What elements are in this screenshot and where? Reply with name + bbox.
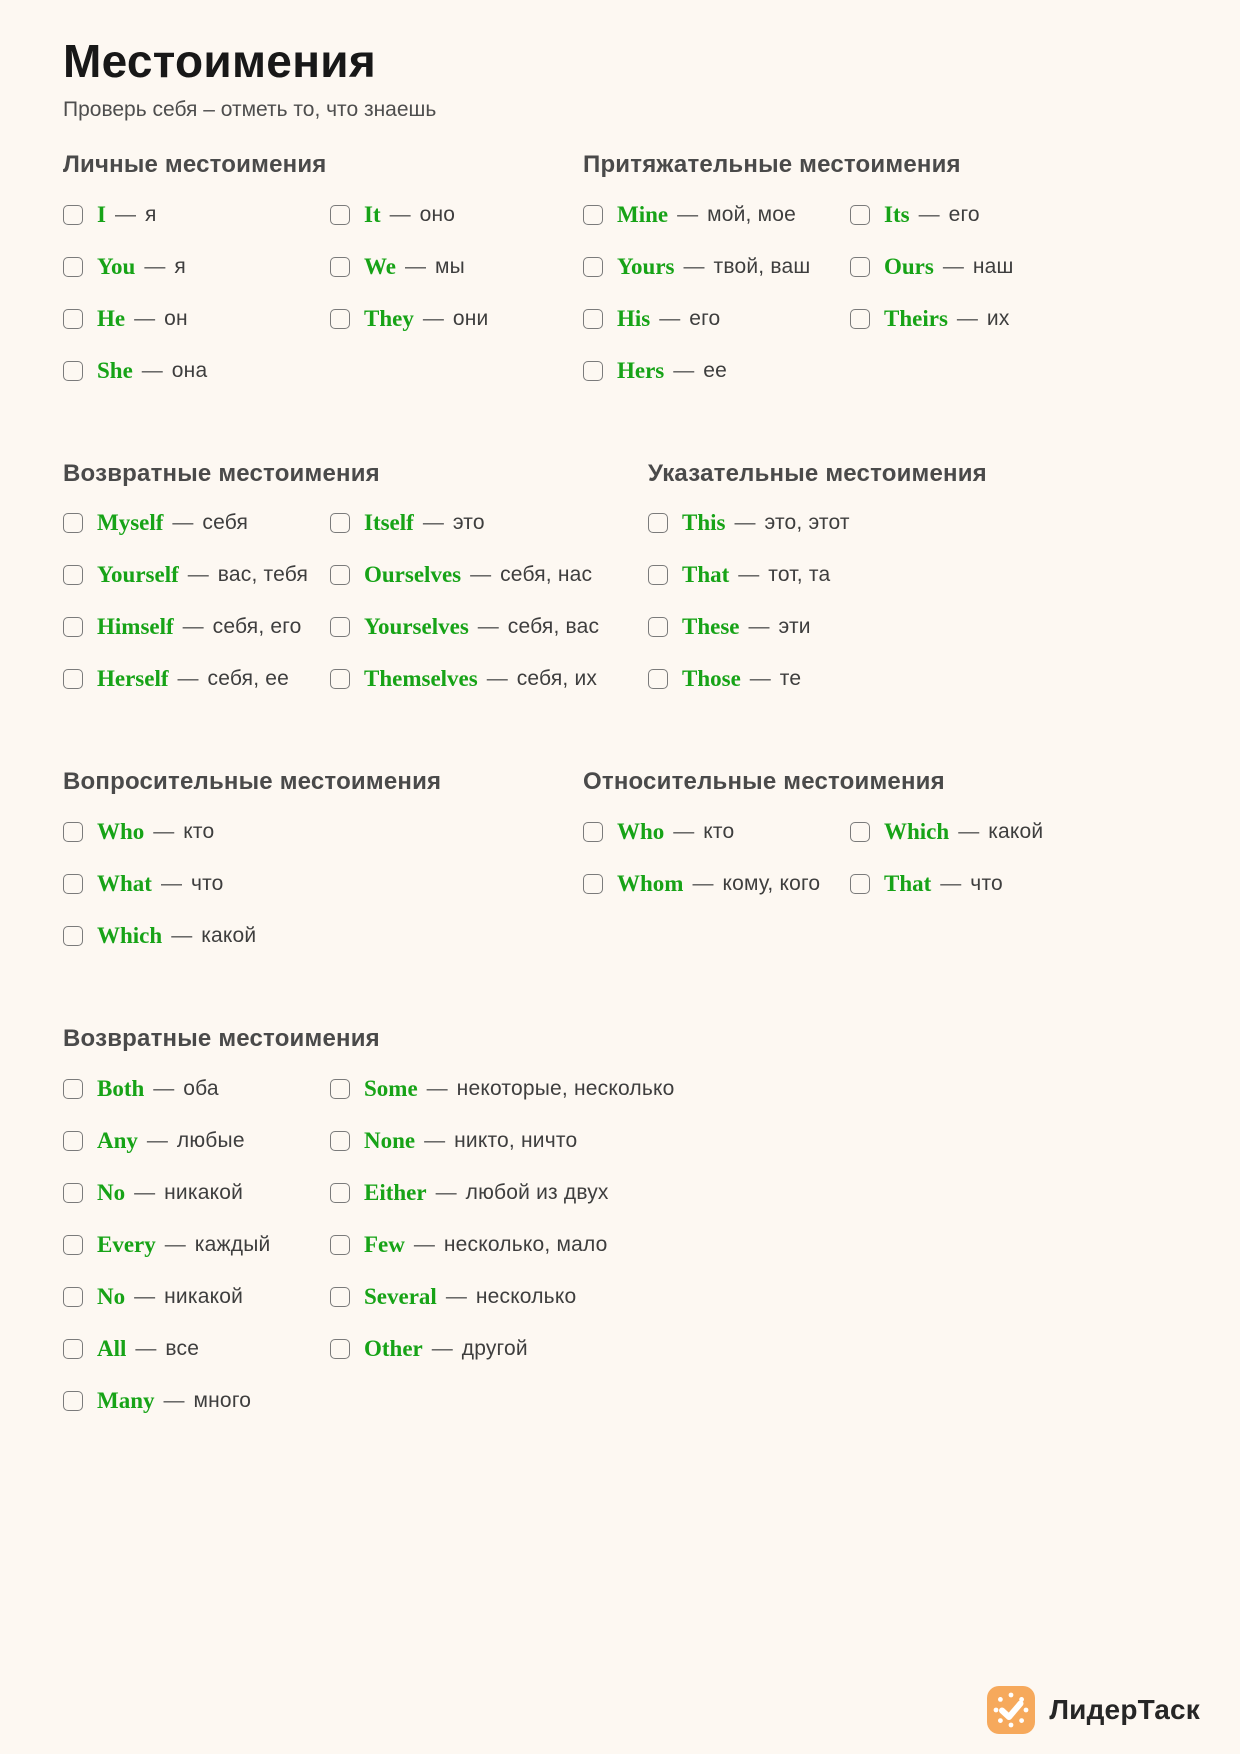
- pronoun-en: You: [97, 253, 136, 279]
- checkbox[interactable]: [63, 257, 83, 277]
- pronoun-ru: все: [165, 1337, 200, 1361]
- checkbox[interactable]: [850, 257, 870, 277]
- section-heading: Вопросительные местоимения: [63, 768, 442, 796]
- pronoun-item: [648, 666, 850, 718]
- checkbox[interactable]: [63, 1131, 83, 1151]
- pronoun-column: [648, 510, 850, 718]
- pronoun-ru: другой: [461, 1337, 528, 1361]
- checkbox[interactable]: [648, 513, 668, 533]
- checkbox[interactable]: [330, 1339, 350, 1359]
- dash-separator: —: [422, 511, 444, 535]
- section-heading: Относительные местоимения: [583, 768, 945, 796]
- checkbox[interactable]: [330, 669, 350, 689]
- pronoun-en: Ourselves: [364, 562, 462, 588]
- pronoun-ru: оба: [183, 1077, 219, 1101]
- pronoun-item: [63, 1128, 330, 1180]
- section-relative-pronouns: [583, 768, 1177, 975]
- pronoun-item: [63, 1336, 330, 1388]
- pronoun-ru: вас, тебя: [217, 563, 309, 587]
- pronoun-item: [330, 1232, 675, 1284]
- pronoun-item: [850, 871, 1043, 923]
- dash-separator: —: [404, 254, 426, 278]
- pronoun-en: Herself: [97, 666, 169, 692]
- pronoun-ru: это: [452, 511, 485, 535]
- pronoun-en: That: [682, 562, 730, 588]
- dash-separator: —: [187, 563, 209, 587]
- pronoun-item: [63, 510, 330, 562]
- dash-separator: —: [171, 924, 193, 948]
- pronoun-ru: эти: [778, 615, 811, 639]
- pronoun-en: Both: [97, 1076, 145, 1102]
- pronoun-en: Yours: [617, 253, 675, 279]
- dash-separator: —: [114, 202, 136, 226]
- pronoun-en: Which: [884, 819, 950, 845]
- pronoun-item: [850, 202, 1014, 254]
- pronoun-ru: я: [144, 202, 157, 226]
- pronoun-ru: никакой: [164, 1285, 244, 1309]
- checkbox[interactable]: [63, 565, 83, 585]
- pronoun-en: Myself: [97, 510, 164, 536]
- pronoun-en: Itself: [364, 510, 414, 536]
- dash-separator: —: [734, 511, 756, 535]
- pronoun-ru: я: [174, 254, 186, 278]
- page-subtitle: Проверь себя – отметь то, что знаешь: [63, 97, 437, 121]
- checkbox[interactable]: [330, 205, 350, 225]
- dash-separator: —: [956, 306, 978, 330]
- pronoun-en: It: [364, 201, 381, 227]
- checkbox[interactable]: [330, 513, 350, 533]
- pronoun-ru: они: [452, 306, 489, 330]
- pronoun-en: She: [97, 357, 133, 383]
- pronoun-item: [63, 666, 330, 718]
- pronoun-en: Mine: [617, 201, 669, 227]
- pronoun-en: Hers: [617, 357, 665, 383]
- pronoun-ru: некоторые, несколько: [456, 1077, 675, 1101]
- pronoun-en: Yourself: [97, 562, 179, 588]
- pronoun-item: [63, 1388, 330, 1440]
- dash-separator: —: [424, 1129, 446, 1153]
- checkbox[interactable]: [63, 617, 83, 637]
- checkbox[interactable]: [330, 1079, 350, 1099]
- checkbox[interactable]: [648, 565, 668, 585]
- pronoun-ru: себя, ее: [207, 667, 290, 691]
- section-reflexive-pronouns: [63, 460, 648, 719]
- pronoun-en: Several: [364, 1284, 437, 1310]
- pronoun-en: Himself: [97, 614, 174, 640]
- checkbox[interactable]: [63, 1287, 83, 1307]
- pronoun-item: [330, 1336, 675, 1388]
- pronoun-column: [583, 202, 850, 410]
- pronoun-ru: это, этот: [764, 511, 850, 535]
- pronoun-column: [63, 819, 256, 975]
- dash-separator: —: [413, 1233, 435, 1257]
- section-heading: Личные местоимения: [63, 150, 327, 178]
- dash-separator: —: [659, 306, 681, 330]
- pronoun-ru: каждый: [194, 1233, 271, 1257]
- pronoun-item: [63, 871, 256, 923]
- checkbox[interactable]: [330, 309, 350, 329]
- dash-separator: —: [134, 1285, 156, 1309]
- section-heading: Притяжательные местоимения: [583, 150, 961, 178]
- pronoun-ru: какой: [988, 820, 1044, 844]
- pronoun-item: [63, 1232, 330, 1284]
- pronoun-en: No: [97, 1180, 126, 1206]
- pronoun-ru: его: [689, 306, 721, 330]
- pronoun-column: [330, 510, 599, 718]
- pronoun-ru: он: [164, 306, 188, 330]
- pronoun-ru: его: [948, 202, 980, 226]
- dash-separator: —: [160, 872, 182, 896]
- pronoun-ru: несколько, мало: [443, 1233, 608, 1257]
- checkbox[interactable]: [63, 1079, 83, 1099]
- pronoun-en: Many: [97, 1388, 155, 1414]
- pronoun-ru: никто, ничто: [454, 1129, 578, 1153]
- checkbox[interactable]: [583, 257, 603, 277]
- dash-separator: —: [738, 563, 760, 587]
- checkbox[interactable]: [330, 565, 350, 585]
- dash-separator: —: [940, 872, 962, 896]
- checkbox[interactable]: [583, 361, 603, 381]
- dash-separator: —: [426, 1077, 448, 1101]
- pronoun-ru: их: [986, 306, 1010, 330]
- pronoun-item: [63, 923, 256, 975]
- pronoun-ru: себя, нас: [500, 563, 593, 587]
- section-personal-pronouns: [63, 151, 583, 410]
- checkbox[interactable]: [648, 669, 668, 689]
- pronoun-item: [648, 510, 850, 562]
- pronoun-column: [63, 202, 330, 410]
- pronoun-en: I: [97, 201, 106, 227]
- pronoun-en: His: [617, 305, 651, 331]
- section-heading: Возвратные местоимения: [63, 459, 380, 487]
- pronoun-item: [63, 306, 330, 358]
- pronoun-en: No: [97, 1284, 126, 1310]
- checkbox[interactable]: [63, 1339, 83, 1359]
- dash-separator: —: [683, 254, 705, 278]
- pronoun-en: All: [97, 1336, 127, 1362]
- pronoun-ru: твой, ваш: [713, 254, 811, 278]
- pronoun-ru: она: [171, 358, 208, 382]
- pronoun-ru: себя, его: [212, 615, 302, 639]
- pronoun-ru: себя: [202, 511, 249, 535]
- pronoun-ru: кто: [703, 820, 735, 844]
- checkbox[interactable]: [583, 822, 603, 842]
- pronoun-ru: кто: [183, 820, 215, 844]
- pronoun-en: What: [97, 871, 152, 897]
- pronoun-item: [63, 202, 330, 254]
- brand-name: ЛидерТаск: [1049, 1694, 1200, 1725]
- pronoun-item: [63, 358, 330, 410]
- pronoun-en: This: [682, 510, 726, 536]
- pronoun-en: These: [682, 614, 740, 640]
- dash-separator: —: [144, 254, 166, 278]
- pronoun-ru: себя, их: [516, 667, 598, 691]
- pronoun-en: Few: [364, 1232, 405, 1258]
- checkbox[interactable]: [583, 874, 603, 894]
- dash-separator: —: [942, 254, 964, 278]
- pronoun-item: [850, 819, 1043, 871]
- checkbox[interactable]: [63, 1391, 83, 1411]
- pronoun-item: [330, 666, 599, 718]
- pronoun-ru: наш: [972, 254, 1014, 278]
- pronoun-ru: несколько: [475, 1285, 577, 1309]
- checkbox[interactable]: [63, 309, 83, 329]
- pronoun-item: [583, 871, 850, 923]
- pronoun-en: Theirs: [884, 305, 948, 331]
- band-reflexive-demonstrative: [63, 460, 1177, 719]
- checkbox[interactable]: [63, 669, 83, 689]
- dash-separator: —: [445, 1285, 467, 1309]
- pronoun-ru: кому, кого: [722, 872, 821, 896]
- pronoun-column: [850, 819, 1043, 923]
- pronoun-item: [583, 358, 850, 410]
- pronoun-en: Either: [364, 1180, 427, 1206]
- pronoun-en: Any: [97, 1128, 138, 1154]
- pronoun-ru: мы: [434, 254, 465, 278]
- checkmark-clock-icon: [987, 1686, 1035, 1734]
- pronoun-item: [583, 202, 850, 254]
- dash-separator: —: [153, 820, 175, 844]
- dash-separator: —: [146, 1129, 168, 1153]
- pronoun-item: [330, 614, 599, 666]
- dash-separator: —: [477, 615, 499, 639]
- dash-separator: —: [748, 615, 770, 639]
- dash-separator: —: [470, 563, 492, 587]
- checkbox[interactable]: [648, 617, 668, 637]
- dash-separator: —: [163, 1389, 185, 1413]
- pronoun-en: We: [364, 253, 396, 279]
- pronoun-ru: те: [779, 667, 802, 691]
- pronoun-en: None: [364, 1128, 416, 1154]
- pronoun-item: [63, 1180, 330, 1232]
- pronoun-ru: оно: [419, 202, 456, 226]
- checkbox[interactable]: [330, 1183, 350, 1203]
- pronoun-en: Its: [884, 201, 910, 227]
- pronoun-column: [330, 1076, 675, 1440]
- pronoun-column: [583, 819, 850, 923]
- checkbox[interactable]: [850, 874, 870, 894]
- pronoun-item: [850, 306, 1014, 358]
- pronoun-ru: тот, та: [768, 563, 831, 587]
- pronoun-column: [63, 510, 330, 718]
- dash-separator: —: [134, 1181, 156, 1205]
- pronoun-item: [330, 1180, 675, 1232]
- checkbox[interactable]: [63, 822, 83, 842]
- checkbox[interactable]: [330, 257, 350, 277]
- dash-separator: —: [435, 1181, 457, 1205]
- checkbox[interactable]: [330, 617, 350, 637]
- dash-separator: —: [918, 202, 940, 226]
- checkbox[interactable]: [850, 205, 870, 225]
- pronoun-en: Whom: [617, 871, 684, 897]
- pronoun-en: Who: [617, 819, 665, 845]
- pronoun-item: [63, 1076, 330, 1128]
- pronoun-ru: любые: [176, 1129, 245, 1153]
- pronoun-ru: что: [190, 872, 224, 896]
- pronoun-item: [850, 254, 1014, 306]
- checkbox[interactable]: [850, 309, 870, 329]
- checkbox[interactable]: [330, 1131, 350, 1151]
- checkbox[interactable]: [63, 1183, 83, 1203]
- checkbox[interactable]: [330, 1235, 350, 1255]
- section-heading: Указательные местоимения: [648, 459, 987, 487]
- pronoun-en: Yourselves: [364, 614, 469, 640]
- checkbox[interactable]: [63, 513, 83, 533]
- pronoun-item: [648, 614, 850, 666]
- pronoun-column: [850, 202, 1014, 410]
- pronoun-item: [583, 254, 850, 306]
- section-indefinite-pronouns: [63, 1025, 1177, 1440]
- pronoun-column: [63, 1076, 330, 1440]
- section-demonstrative-pronouns: [648, 460, 1177, 719]
- dash-separator: —: [182, 615, 204, 639]
- pronoun-item: [63, 1284, 330, 1336]
- pronoun-item: [583, 819, 850, 871]
- band-indefinite: [63, 1025, 1177, 1440]
- dash-separator: —: [153, 1077, 175, 1101]
- pronoun-en: Other: [364, 1336, 423, 1362]
- pronoun-ru: никакой: [164, 1181, 244, 1205]
- pronoun-en: Who: [97, 819, 145, 845]
- dash-separator: —: [431, 1337, 453, 1361]
- dash-separator: —: [134, 306, 156, 330]
- pronoun-item: [330, 510, 599, 562]
- dash-separator: —: [958, 820, 980, 844]
- checkbox[interactable]: [583, 205, 603, 225]
- pronoun-item: [63, 614, 330, 666]
- pronoun-en: They: [364, 305, 414, 331]
- checkbox[interactable]: [850, 822, 870, 842]
- section-possessive-pronouns: [583, 151, 1177, 410]
- pronoun-en: He: [97, 305, 126, 331]
- pronoun-item: [63, 254, 330, 306]
- pronoun-en: Every: [97, 1232, 156, 1258]
- pronoun-en: Some: [364, 1076, 418, 1102]
- pronoun-en: Which: [97, 923, 163, 949]
- pronoun-item: [330, 1128, 675, 1180]
- dash-separator: —: [677, 202, 699, 226]
- dash-separator: —: [749, 667, 771, 691]
- lidertask-logo: [987, 1686, 1200, 1734]
- dash-separator: —: [673, 820, 695, 844]
- pronoun-item: [583, 306, 850, 358]
- checkbox[interactable]: [330, 1287, 350, 1307]
- page-title: Местоимения: [63, 35, 376, 87]
- checkbox[interactable]: [583, 309, 603, 329]
- checkbox[interactable]: [63, 874, 83, 894]
- section-interrogative-pronouns: [63, 768, 583, 975]
- dash-separator: —: [141, 358, 163, 382]
- section-heading: Возвратные местоимения: [63, 1025, 380, 1053]
- pronoun-en: That: [884, 871, 932, 897]
- pronoun-ru: какой: [201, 924, 257, 948]
- pronoun-ru: ее: [703, 358, 728, 382]
- pronoun-item: [648, 562, 850, 614]
- dash-separator: —: [422, 306, 444, 330]
- band-interrogative-relative: [63, 768, 1177, 975]
- pronoun-ru: много: [193, 1389, 252, 1413]
- pronoun-ru: мой, мое: [707, 202, 797, 226]
- pronoun-item: [330, 202, 488, 254]
- dash-separator: —: [389, 202, 411, 226]
- pronoun-ru: себя, вас: [507, 615, 600, 639]
- pronoun-en: Those: [682, 666, 741, 692]
- dash-separator: —: [673, 358, 695, 382]
- band-personal-possessive: [63, 151, 1177, 410]
- checkbox[interactable]: [63, 361, 83, 381]
- pronoun-ru: любой из двух: [465, 1181, 609, 1205]
- pronoun-item: [63, 562, 330, 614]
- dash-separator: —: [135, 1337, 157, 1361]
- pronoun-item: [330, 306, 488, 358]
- checkbox[interactable]: [63, 926, 83, 946]
- pronoun-en: Themselves: [364, 666, 478, 692]
- checkbox[interactable]: [63, 205, 83, 225]
- dash-separator: —: [177, 667, 199, 691]
- pronoun-ru: что: [970, 872, 1003, 896]
- dash-separator: —: [692, 872, 714, 896]
- checkbox[interactable]: [63, 1235, 83, 1255]
- dash-separator: —: [172, 511, 194, 535]
- pronoun-item: [63, 819, 256, 871]
- pronoun-item: [330, 1284, 675, 1336]
- dash-separator: —: [164, 1233, 186, 1257]
- pronoun-item: [330, 562, 599, 614]
- pronoun-item: [330, 254, 488, 306]
- pronoun-item: [330, 1076, 675, 1128]
- pronoun-en: Ours: [884, 253, 934, 279]
- dash-separator: —: [486, 667, 508, 691]
- pronoun-column: [330, 202, 488, 410]
